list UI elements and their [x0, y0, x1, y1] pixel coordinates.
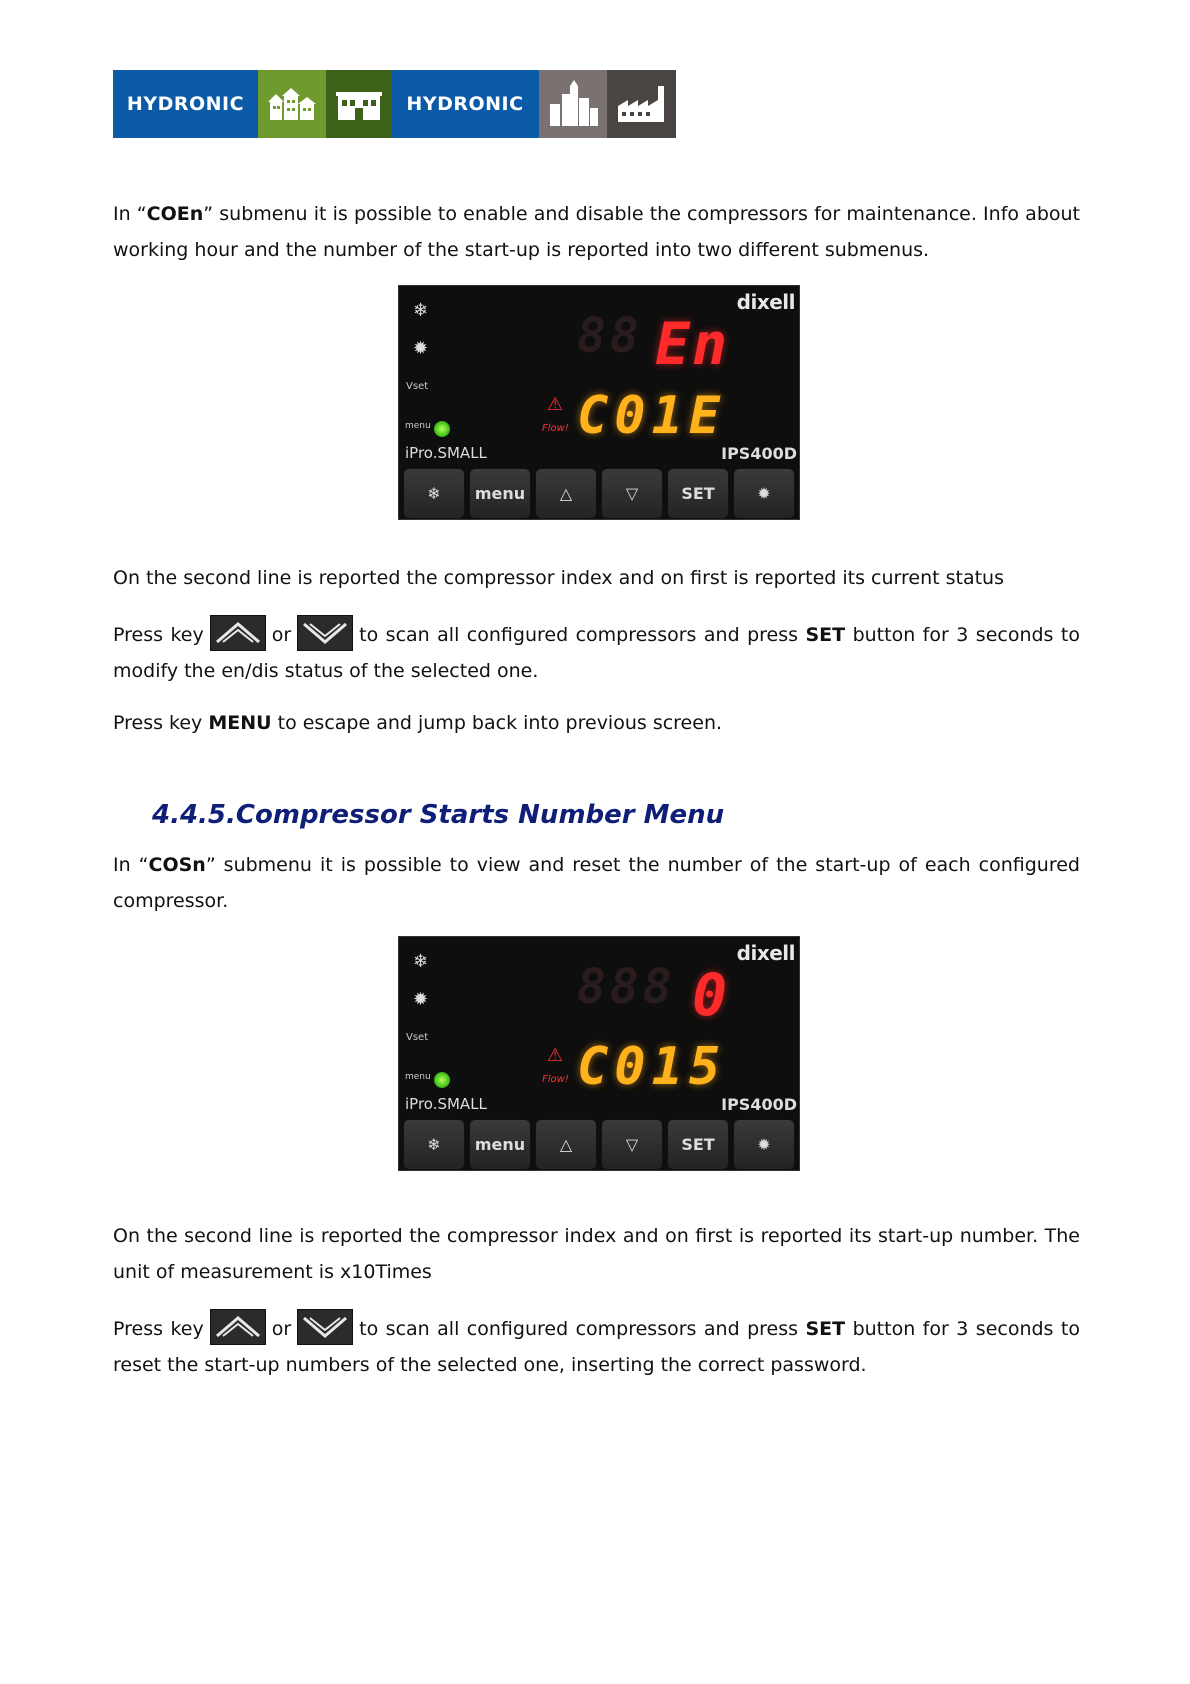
sun-icon: ✹ — [413, 989, 429, 1010]
text-span: button for 3 seconds to reset the start-up numbers of the selected one, inserting the correct password. — [113, 1318, 1080, 1376]
down-key: ▽ — [601, 468, 663, 519]
houses-icon — [258, 70, 326, 138]
dixell-logo: dixell — [736, 941, 795, 965]
text-span: to scan all configured compressors and press — [359, 624, 799, 646]
sun-icon: ✹ — [413, 338, 429, 359]
ipro-label: iPro.SMALL — [405, 1095, 487, 1113]
menu-led-label: menu — [405, 421, 431, 431]
display-top-line: 0 — [692, 961, 729, 1029]
city-icon — [539, 70, 607, 138]
display-bottom-line: C015 — [577, 1037, 727, 1097]
display-top-line: En — [655, 310, 729, 378]
set-key: SET — [667, 468, 729, 519]
snowflake-icon: ❄ — [413, 951, 429, 972]
menu-keyword: MENU — [208, 712, 272, 734]
controller-display-photo-2 — [398, 936, 800, 1171]
set-keyword: SET — [805, 624, 846, 646]
factory-icon — [607, 70, 676, 138]
header-banner — [113, 70, 676, 138]
text-span: In “ — [113, 203, 147, 225]
down-arrow-key-icon — [297, 1309, 353, 1345]
text-span: In “ — [113, 854, 149, 876]
brand-text: HYDRONIC — [406, 93, 524, 115]
menu-led-label: menu — [405, 1072, 431, 1082]
text-span: Press key — [113, 712, 203, 734]
up-arrow-key-icon — [210, 615, 266, 651]
dixell-logo: dixell — [736, 290, 795, 314]
cosn-intro-paragraph — [113, 847, 1080, 919]
coen-intro-paragraph — [113, 196, 1080, 268]
coen-second-line-paragraph: On the second line is reported the compressor index and on first is reported its current status — [113, 567, 1004, 589]
sun-key: ✹ — [733, 468, 795, 519]
flow-label: Flow! — [542, 423, 569, 434]
text-span: ” submenu it is possible to enable and disable the compressors for maintenance. Info about working hour and the number of the start-up is reported into two different submenus. — [113, 203, 1080, 261]
ipro-label: iPro.SMALL — [405, 444, 487, 462]
display-ghost-segments: 88 — [577, 308, 643, 364]
warning-icon: ⚠ — [547, 394, 564, 415]
menu-led — [434, 1072, 450, 1088]
text-span: Press key — [113, 1318, 204, 1340]
coen-escape-paragraph — [113, 705, 1080, 741]
building-icon — [326, 70, 391, 138]
flow-label: Flow! — [542, 1074, 569, 1085]
up-key: △ — [535, 468, 597, 519]
brand-text: HYDRONIC — [126, 93, 245, 115]
vset-label: Vset — [406, 381, 429, 392]
text-span: ” submenu it is possible to view and reset the number of the start-up of each configured compressor. — [113, 854, 1080, 912]
code-cosn: COSn — [148, 854, 206, 876]
text-span: button for 3 seconds to modify the en/dis status of the selected one. — [113, 624, 1080, 682]
menu-key: menu — [469, 1119, 531, 1170]
cosn-second-line-paragraph: On the second line is reported the compressor index and on first is reported its start-up number. The unit of measurement is x10Times — [113, 1225, 1080, 1283]
set-key: SET — [667, 1119, 729, 1170]
text-span: to escape and jump back into previous screen. — [277, 712, 723, 734]
model-label: IPS400D — [721, 1095, 797, 1114]
coen-press-key-paragraph — [113, 615, 1080, 689]
warning-icon: ⚠ — [547, 1045, 564, 1066]
text-span: Press key — [113, 624, 204, 646]
display-ghost-segments: 888 — [577, 959, 676, 1015]
banner-hydronic-right — [391, 70, 539, 138]
snowflake-icon: ❄ — [413, 300, 429, 321]
code-coen: COEn — [146, 203, 204, 225]
set-keyword: SET — [805, 1318, 846, 1340]
vset-label: Vset — [406, 1032, 429, 1043]
text-span: or — [271, 1318, 292, 1340]
down-arrow-key-icon — [297, 615, 353, 651]
sun-key: ✹ — [733, 1119, 795, 1170]
display-bottom-line: C01E — [577, 386, 727, 446]
model-label: IPS400D — [721, 444, 797, 463]
cosn-press-key-paragraph — [113, 1309, 1080, 1383]
text-span: or — [271, 624, 292, 646]
snowflake-key: ❄ — [403, 468, 465, 519]
menu-led — [434, 421, 450, 437]
text-span: to scan all configured compressors and press — [359, 1318, 799, 1340]
controller-display-photo-1 — [398, 285, 800, 520]
up-key: △ — [535, 1119, 597, 1170]
banner-hydronic-left — [113, 70, 258, 138]
up-arrow-key-icon — [210, 1309, 266, 1345]
keypad — [399, 1119, 799, 1170]
menu-key: menu — [469, 468, 531, 519]
down-key: ▽ — [601, 1119, 663, 1170]
snowflake-key: ❄ — [403, 1119, 465, 1170]
keypad — [399, 468, 799, 519]
section-heading-compressor-starts: 4.4.5.Compressor Starts Number Menu — [152, 800, 725, 830]
